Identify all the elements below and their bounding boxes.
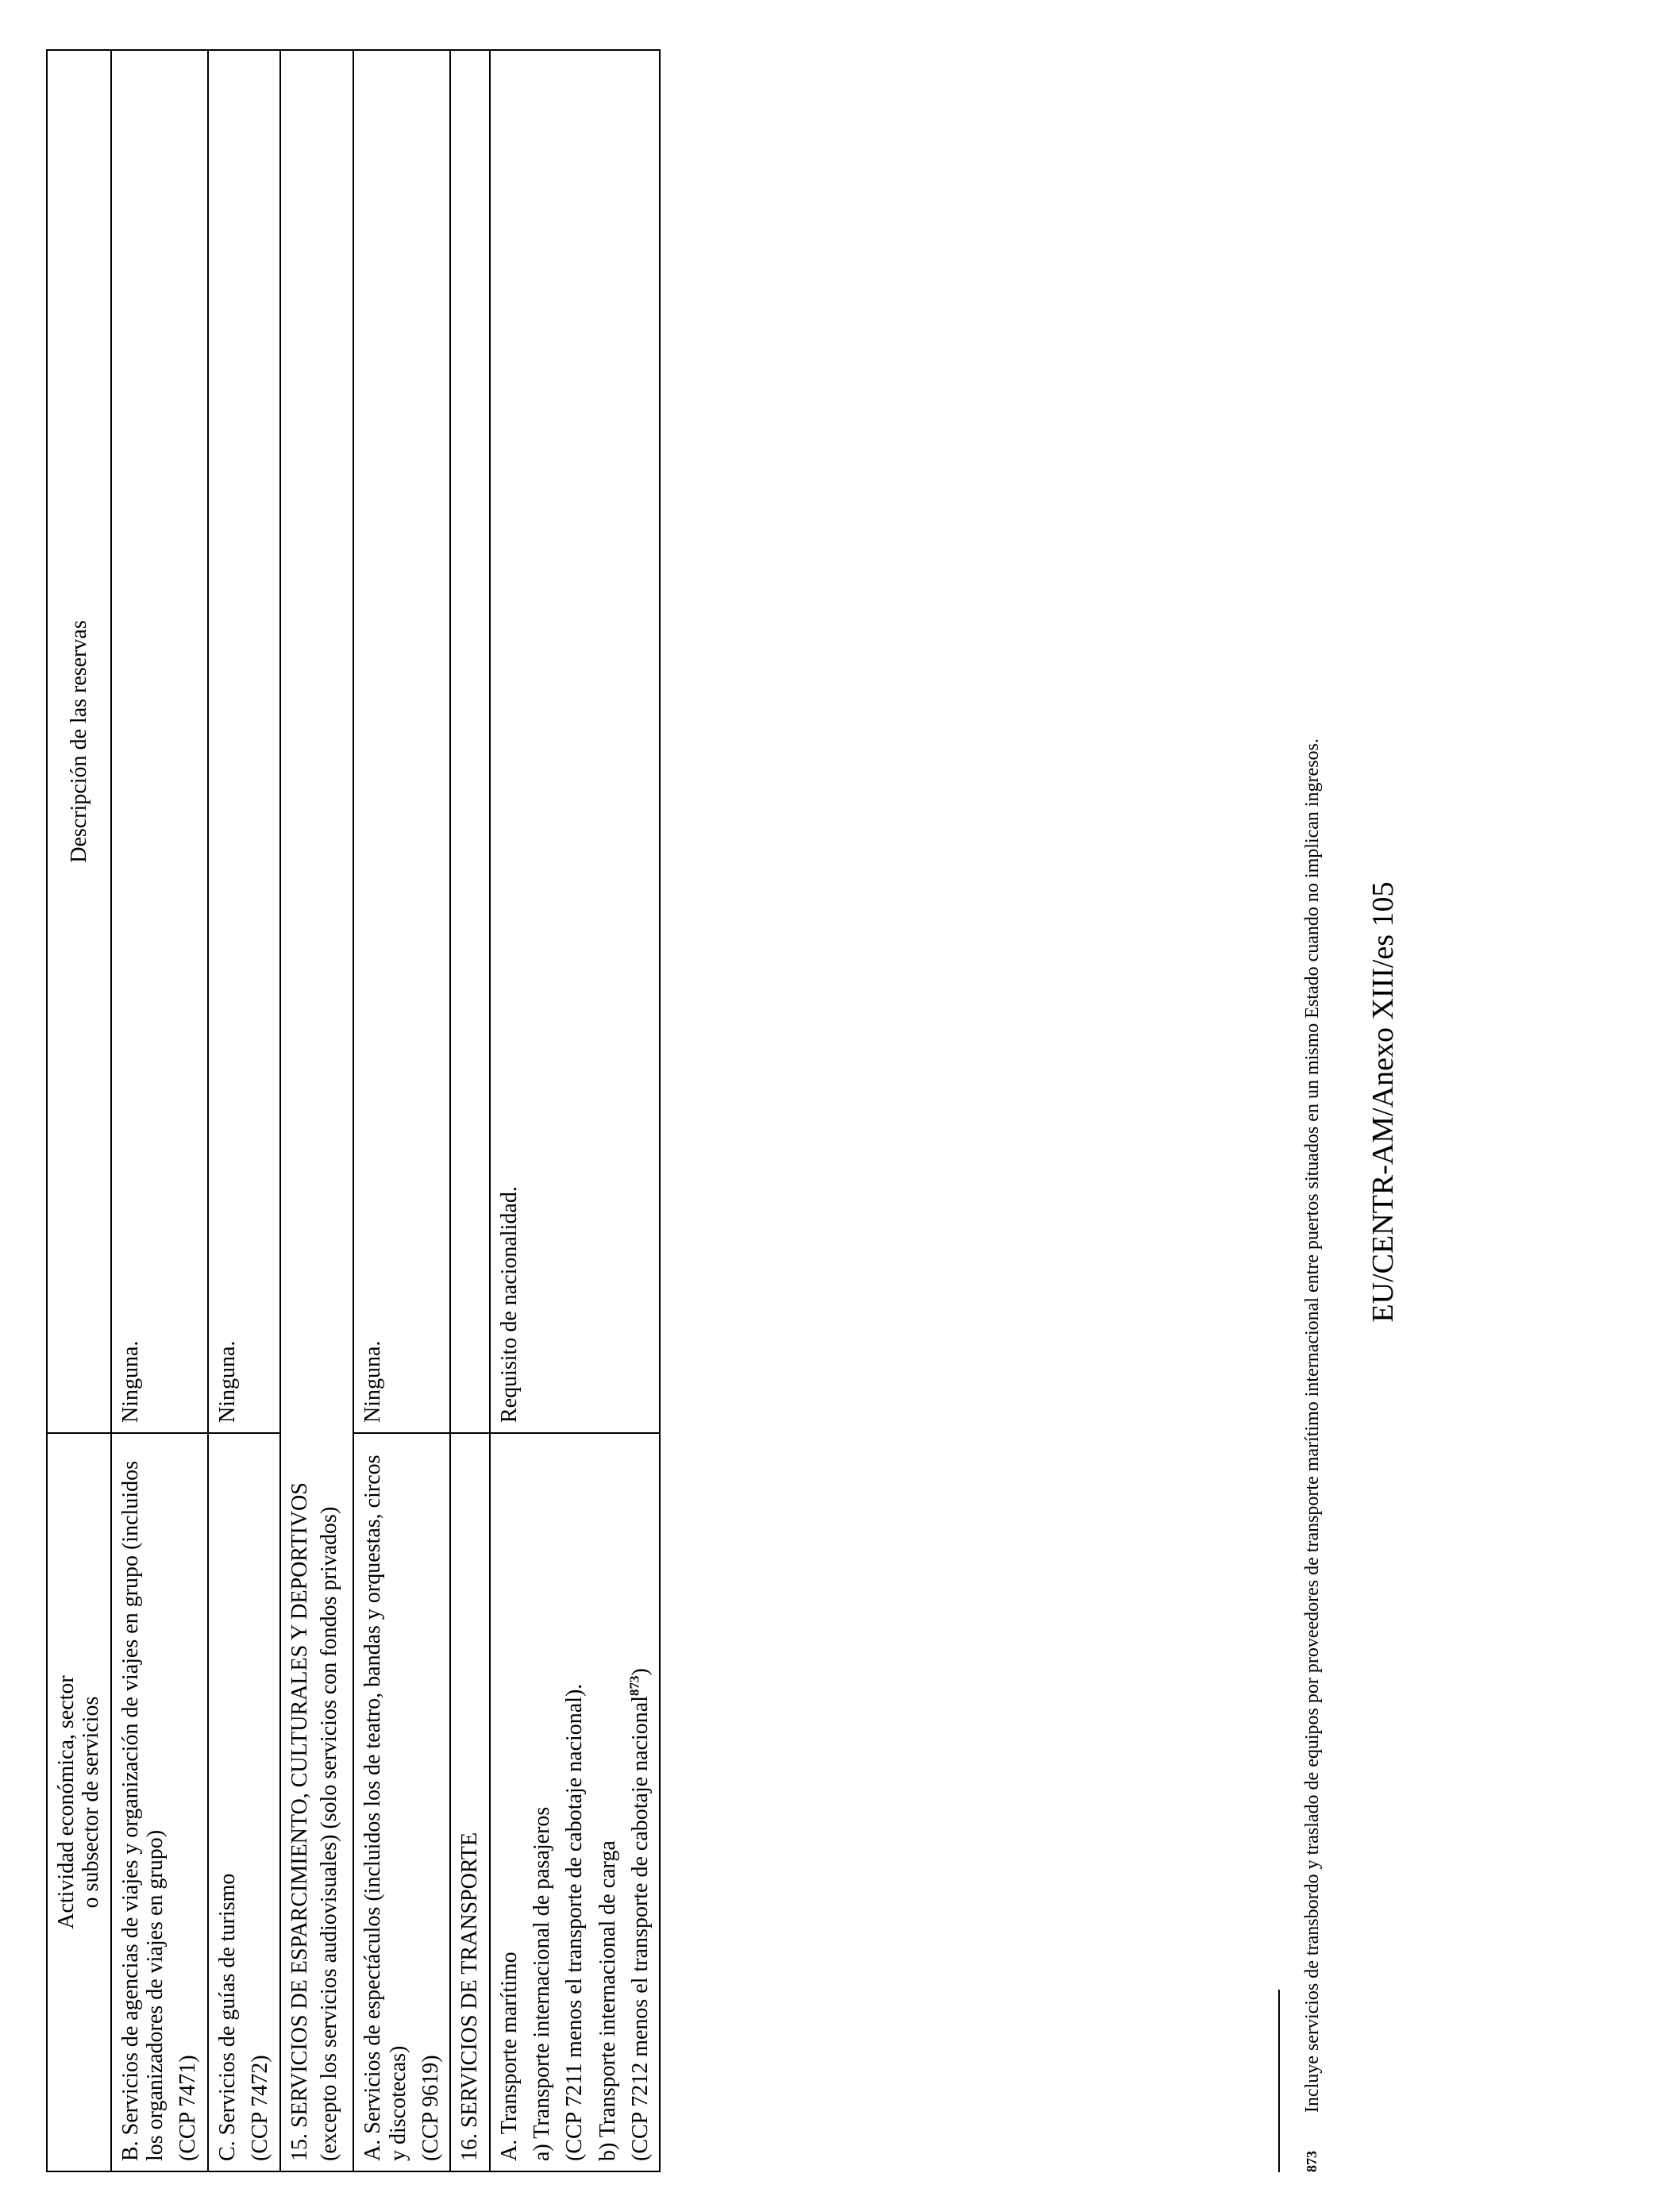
sector-cell <box>353 1433 450 2171</box>
header-sector <box>47 1433 111 2171</box>
table-row <box>490 50 661 2171</box>
sector-line: A. Transporte marítimo <box>496 1952 522 2161</box>
sector-line: C. Servicios de guías de turismo <box>214 1873 240 2161</box>
reservation-cell: Ninguna. <box>111 50 208 1433</box>
sector-line: b) Transporte internacional de carga <box>595 1840 620 2161</box>
sector-line-text: (CCP 7212 menos el transporte de cabotaje nacional <box>628 1695 653 2161</box>
running-footer: EU/CENTR-AM/Anexo XIII/es 105 <box>1366 881 1400 1323</box>
closing-paren: ) <box>628 1668 653 1676</box>
sector-cell <box>208 1433 280 2171</box>
sector-line-with-footnote <box>628 1443 653 2161</box>
footnote-text: Incluye servicios de transbordo y traslado de equipos por proveedores de transporte marítimo internacional entre puertos situados en un mismo Estado cuando no implican ingresos. <box>1302 738 1323 2113</box>
table-header-row <box>47 50 111 2171</box>
reservation-cell: Requisito de nacionalidad. <box>490 50 661 1433</box>
section-subtitle: (excepto los servicios audiovisuales) (solo servicios con fondos privados) <box>316 1506 341 2161</box>
table-row <box>111 50 208 2171</box>
section-heading-16: 16. SERVICIOS DE TRANSPORTE <box>450 1433 489 2171</box>
footnote-divider <box>1278 1990 1280 2172</box>
empty-cell <box>450 50 489 1433</box>
reservation-cell: Ninguna. <box>208 50 280 1433</box>
sector-line: a) Transporte internacional de pasajeros <box>530 1806 555 2161</box>
sector-line: B. Servicios de agencias de viajes y organización de viajes en grupo (incluidos los organizadores de viajes en grupo) <box>118 1461 168 2161</box>
reservations-table <box>46 49 661 2172</box>
footnote <box>1302 51 1324 2172</box>
table-row <box>208 50 280 2171</box>
header-reservations: Descripción de las reservas <box>47 50 111 1433</box>
sector-line: (CCP 7211 menos el transporte de cabotaje nacional). <box>562 1683 588 2161</box>
section-title: 15. SERVICIOS DE ESPARCIMIENTO, CULTURALES Y DEPORTIVOS <box>287 1482 312 2161</box>
sector-cell <box>490 1433 661 2171</box>
sector-line: (CCP 7472) <box>248 2055 273 2161</box>
footnote-reference: 873 <box>626 1675 642 1696</box>
section-row <box>450 50 489 2171</box>
sector-line: (CCP 9619) <box>418 2055 443 2161</box>
table-row <box>353 50 450 2171</box>
section-row <box>280 50 354 2171</box>
sector-line: (CCP 7471) <box>175 2055 201 2161</box>
section-heading-15 <box>280 50 354 2171</box>
reservation-cell: Ninguna. <box>353 50 450 1433</box>
sector-line: A. Servicios de espectáculos (incluidos los de teatro, bandas y orquestas, circos y discotecas) <box>360 1455 410 2161</box>
header-sector-line1: Actividad económica, sector <box>54 1675 79 1929</box>
footnote-number: 873 <box>1304 2151 1320 2172</box>
header-sector-line2: o subsector de servicios <box>79 1696 104 1909</box>
sector-cell <box>111 1433 208 2171</box>
